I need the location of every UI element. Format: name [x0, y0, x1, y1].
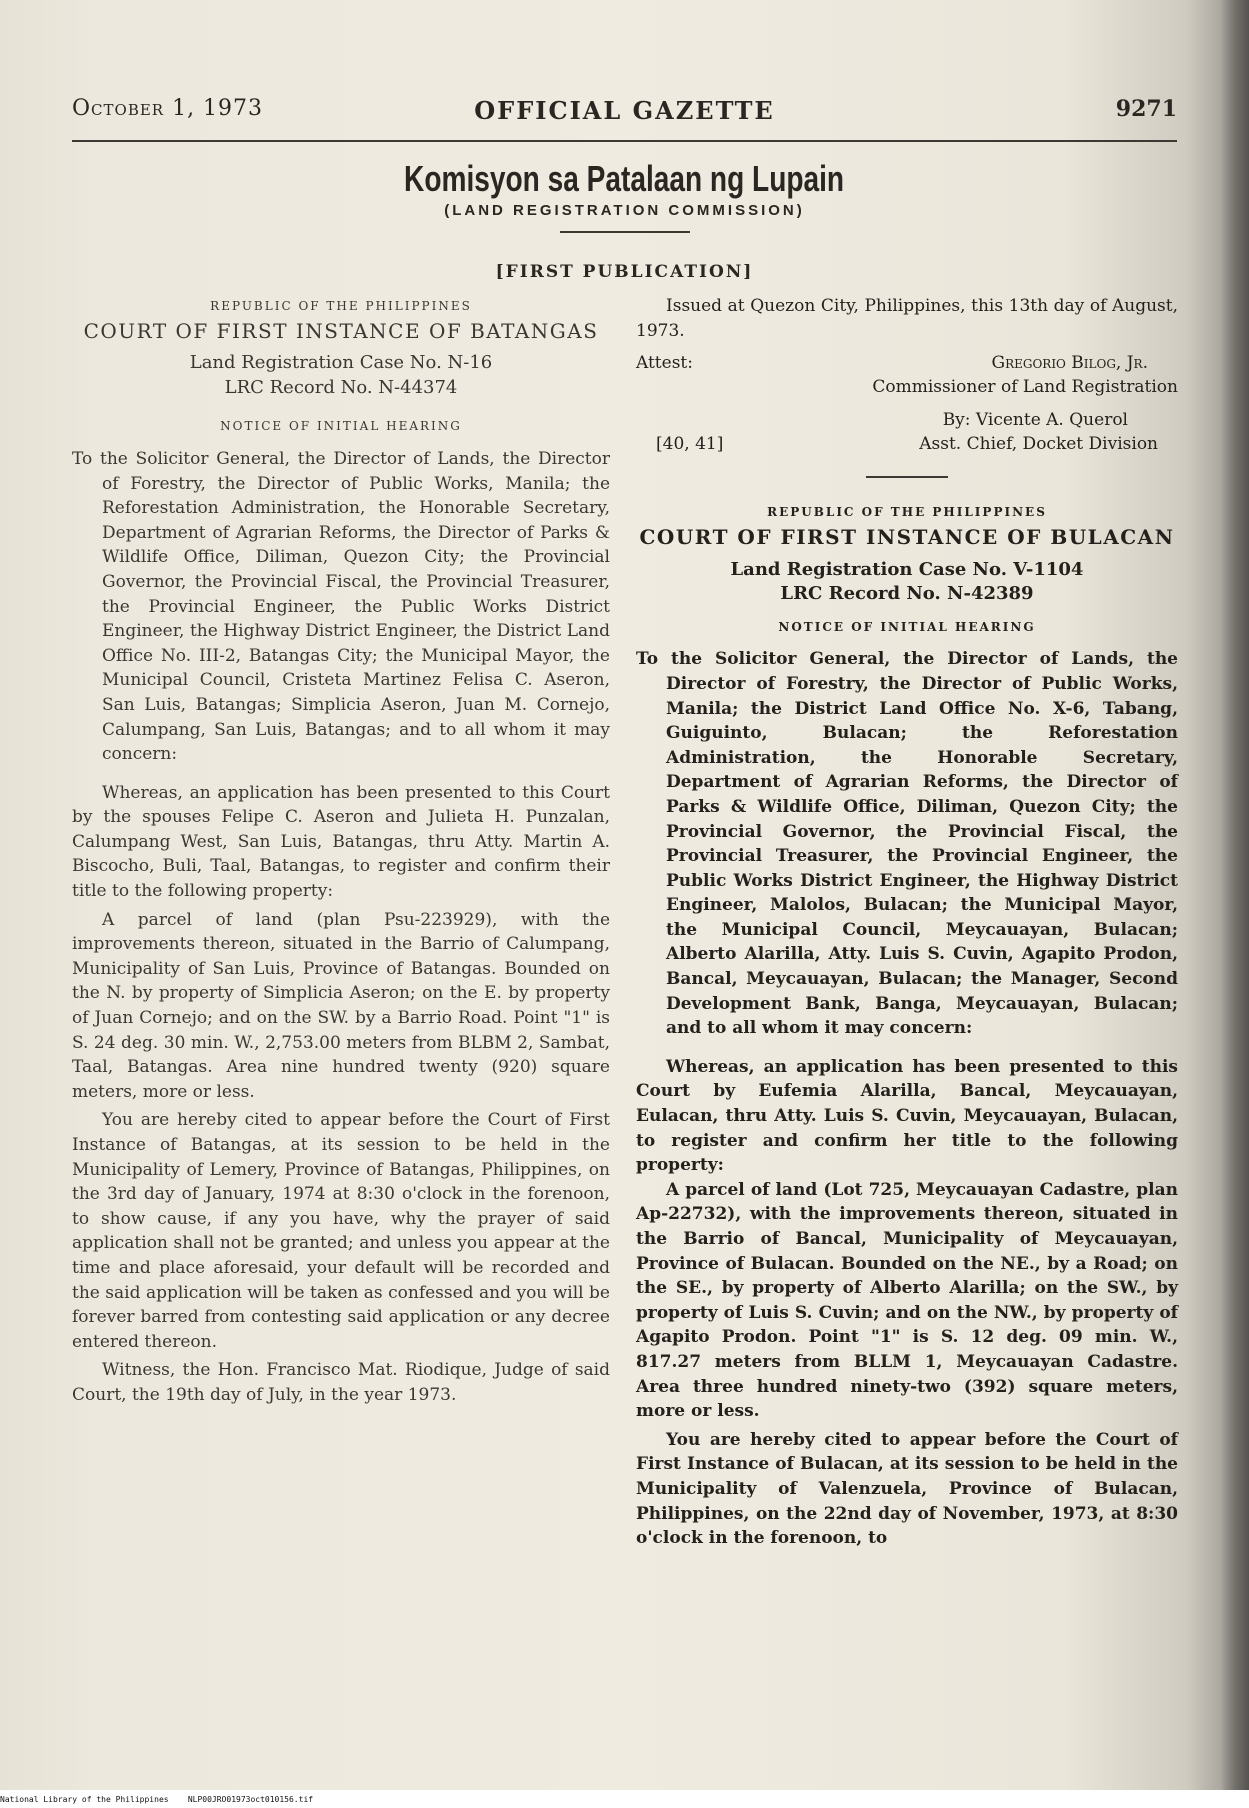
right-case-no: Land Registration Case No. V-1104 [730, 558, 1084, 580]
attest-row [636, 351, 1178, 375]
header-title: OFFICIAL GAZETTE [474, 96, 775, 125]
header-rule [72, 140, 1177, 142]
signatory-name: Gregorio Bilog, Jr. [991, 353, 1148, 374]
footer-file: NLP00JRO01973oct010156.tif [187, 1795, 314, 1804]
left-paragraph: Witness, the Hon. Francisco Mat. Riodique, Judge of said Court, the 19th day of July, in the year 1973. [72, 1360, 610, 1405]
commission-rule [560, 231, 690, 233]
notice-separator [866, 476, 948, 478]
commission-name: Komisyon sa Patalaan ng Lupain [404, 158, 845, 199]
commission-heading [0, 158, 1249, 233]
ref-row [636, 432, 1178, 456]
left-paragraph: Whereas, an application has been presented to this Court by the spouses Felipe C. Aseron and Julieta H. Punzalan, Calumpang West, San Luis, Batangas, thru Atty. Martin A. Biscocho, Buli, Taal, Batangas, to register and confirm their title to the following property: [72, 782, 610, 902]
left-paragraph: A parcel of land (plan Psu-223929), with the improvements thereon, situated in the Barrio of Calumpang, Municipality of San Luis, Province of Batangas. Bounded on the N. by property of Simplicia Aseron; on the E. by property of Juan Cornejo; and on the SW. by a Barrio Road. Point "1" is S. 24 deg. 30 min. W., 2,753.00 meters from BLBM 2, Sambat, Taal, Batangas. Area nine hundred twenty (920) square meters, more or less. [72, 909, 610, 1102]
by-title: Asst. Chief, Docket Division [919, 434, 1158, 455]
left-column [72, 294, 610, 1408]
by-line: By: Vicente A. Querol [942, 409, 1128, 430]
left-republic: REPUBLIC OF THE PHILIPPINES [210, 299, 472, 313]
attest-label: Attest: [636, 353, 693, 374]
left-lrc-record: LRC Record No. N-44374 [224, 376, 458, 398]
right-paragraph: A parcel of land (Lot 725, Meycauayan Cadastre, plan Ap-22732), with the improvements thereon, situated in the Barrio of Bancal, Municipality of Meycauayan, Province of Bulacan. Bounded on the NE., by a Road; on the SE., by property of Alberto Alarilla; on the SW., by property of Luis S. Cuvin; and on the NW., by property of Agapito Prodon. Point "1" is S. 12 deg. 09 min. W., 817.27 meters from BLLM 1, Meycauayan Cadastre. Area three hundred ninety-two (392) square meters, more or less. [636, 1179, 1178, 1422]
left-notice-title: NOTICE OF INITIAL HEARING [220, 419, 462, 434]
right-addressees: To the Solicitor General, the Director of Lands, the Director of Forestry, the Director of Public Works, Manila; the District Land Office No. X-6, Tabang, Guiguinto, Bulacan; the Reforestation Administration, the Honorable Secretary, Department of Agrarian Reforms, the Director of Parks & Wildlife Office, Diliman, Quezon City; the Provincial Governor, the Provincial Fiscal, the Provincial Treasurer, the Provincial Engineer, the Public Works District Engineer, the Highway District Engineer, Malolos, Bulacan; the Municipal Mayor, the Municipal Council, Meycauayan, Bulacan; Alberto Alarilla, Atty. Luis S. Cuvin, Agapito Prodon, Bancal, Meycauayan, Bulacan; the Manager, Second Development Bank, Banga, Meycauayan, Bulacan; and to all whom it may concern: [636, 649, 1178, 1039]
right-court: COURT OF FIRST INSTANCE OF BULACAN [639, 524, 1175, 549]
footer-library: National Library of the Philippines [0, 1795, 169, 1804]
left-case-no: Land Registration Case No. N-16 [189, 352, 493, 374]
scan-footer [0, 1795, 313, 1804]
header-date: October 1, 1973 [72, 96, 264, 121]
right-notice-title: NOTICE OF INITIAL HEARING [778, 619, 1036, 634]
right-republic: REPUBLIC OF THE PHILIPPINES [767, 505, 1047, 520]
right-lrc-record: LRC Record No. N-42389 [780, 583, 1034, 605]
left-paragraph: You are hereby cited to appear before the Court of First Instance of Batangas, at its session to be held in the Municipality of Lemery, Province of Batangas, Philippines, on the 3rd day of January, 1974 at 8:30 o'clock in the forenoon, to show cause, if any you have, why the prayer of said application shall not be granted; and unless you appear at the time and place aforesaid, your default will be recorded and the said application will be taken as confessed and you will be forever barred from contesting said application or any decree entered thereon. [72, 1110, 610, 1352]
left-addressees: To the Solicitor General, the Director of Lands, the Director of Forestry, the Director of Public Works, Manila; the Reforestation Administration, the Honorable Secretary, Department of Agrarian Reforms, the Director of Parks & Wildlife Office, Diliman, Quezon City; the Provincial Governor, the Provincial Fiscal, the Provincial Treasurer, the Provincial Engineer, the Public Works District Engineer, the Highway District Engineer, the District Land Office No. III-2, Batangas City; the Municipal Mayor, the Municipal Council, Cristeta Martinez Felisa C. Aseron, San Luis, Batangas; Simplicia Aseron, Juan M. Cornejo, Calumpang, San Luis, Batangas; and to all whom it may concern: [72, 448, 610, 765]
header-page-number: 9271 [1115, 96, 1177, 122]
right-column [636, 294, 1178, 1551]
left-court: COURT OF FIRST INSTANCE OF BATANGAS [83, 318, 599, 343]
commission-subtitle: (LAND REGISTRATION COMMISSION) [444, 202, 805, 219]
right-paragraph: You are hereby cited to appear before the Court of First Instance of Bulacan, at its session to be held in the Municipality of Valenzuela, Province of Bulacan, Philippines, on the 22nd day of November, 1973, at 8:30 o'clock in the forenoon, to [636, 1429, 1178, 1549]
publication-label: [FIRST PUBLICATION] [495, 262, 754, 282]
running-header [72, 96, 1177, 136]
signatory-title: Commissioner of Land Registration [872, 377, 1178, 398]
right-paragraph: Whereas, an application has been presented to this Court by Eufemia Alarilla, Bancal, Meycauayan, Eulacan, thru Atty. Luis S. Cuvin, Meycauayan, Bulacan, to register and confirm her title to the following property: [636, 1056, 1178, 1176]
reference-number: [40, 41] [656, 434, 724, 455]
issued-line: Issued at Quezon City, Philippines, this 13th day of August, 1973. [636, 296, 1178, 341]
